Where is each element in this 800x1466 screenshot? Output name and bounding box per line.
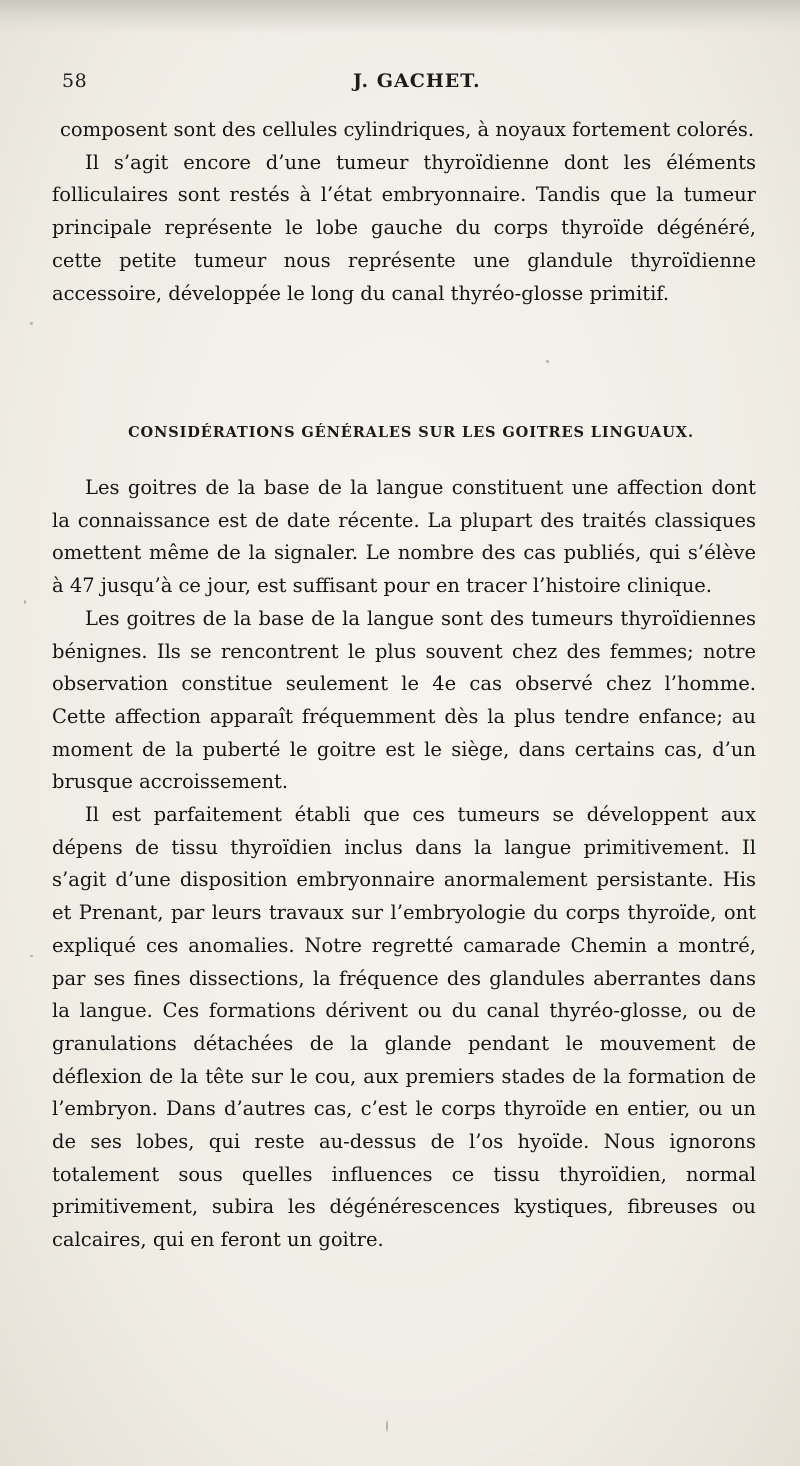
paragraph: Les goitres de la base de la langue constituent une affection dont la connaissance est de date récente. La plupart des traités classiques omettent même de la signaler. Le nombre des cas publiés, qui s’élève à 47 jusqu’à ce jour, est suffisant pour en tracer l’histoire clinique.: [52, 476, 756, 598]
paragraph: Il s’agit encore d’une tumeur thyroïdienne dont les éléments folliculaires sont restés à l’état embryonnaire. Tandis que la tumeur principale représente le lobe gauche du corps thyroïde dégénéré, cette petite tumeur nous représente une glandule thyroïdienne accessoire, développée le long du canal thyréo-glosse primitif.: [52, 150, 756, 305]
paragraph: Les goitres de la base de la langue sont des tumeurs thyroïdiennes bénignes. Ils se rencontrent le plus souvent chez des femmes; notre observation constitue seulement le 4e cas observé chez l’homme. Cette affection apparaît fréquemment dès la plus tendre enfance; au moment de la puberté le goitre est le siège, dans certains cas, d’un brusque accroissement.: [52, 606, 756, 794]
paragraph: Il est parfaitement établi que ces tumeurs se développent aux dépens de tissu thyroïdien inclus dans la langue primitivement. Il s’agit d’une disposition embryonnaire anormalement persistante. His et Prenant, par leurs travaux sur l’embryologie du corps thyroïde, ont expliqué ces anomalies. Notre regretté camarade Chemin a montré, par ses fines dissections, la fréquence des glandules aberrantes dans la langue. Ces formations dérivent ou du canal thyréo-glosse, ou de granulations détachées de la glande pendant le mouvement de déflexion de la tête sur le cou, aux premiers stades de la formation de l’embryon. Dans d’autres cas, c’est le corps thyroïde en entier, ou un de ses lobes, qui reste au-dessus de l’os hyoïde. Nous ignorons totalement sous quelles influences ce tissu thyroïdien, normal primitivement, subira les dégénérescences kystiques, fibreuses ou calcaires, qui en feront un goitre.: [52, 803, 756, 1252]
scan-speck: [546, 360, 549, 363]
scan-speck: [30, 322, 33, 325]
page-number: 58: [62, 70, 88, 92]
scan-speck: [24, 600, 26, 604]
running-header: [62, 66, 762, 100]
page-top-edge-shadow: [0, 0, 800, 34]
scan-speck: [386, 1420, 388, 1432]
paragraph-continuation: composent sont des cellules cylindriques, à noyaux fortement colorés.: [60, 118, 755, 141]
running-title: J. GACHET.: [353, 70, 481, 92]
section-heading: CONSIDÉRATIONS GÉNÉRALES SUR LES GOITRES LINGUAUX.: [128, 424, 694, 441]
scan-speck: [30, 955, 33, 957]
text-block-main: [52, 472, 756, 1257]
text-block-top: [52, 114, 756, 310]
